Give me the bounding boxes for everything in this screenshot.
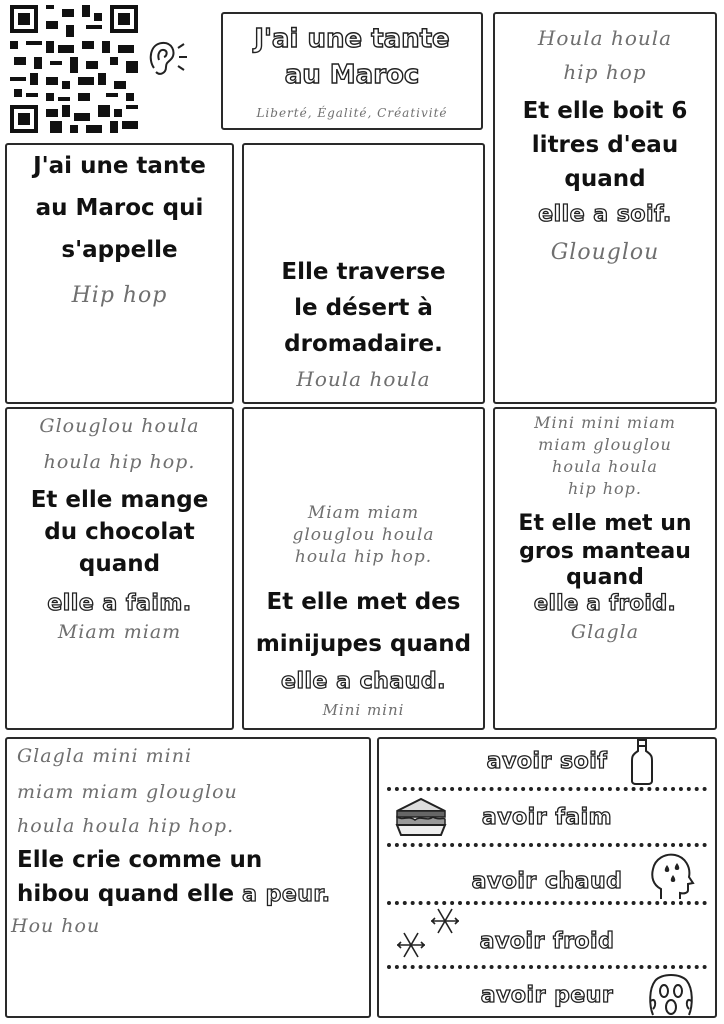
card-peur-script-top-3: houla houla hip hop. — [17, 815, 235, 837]
card-froid-script-top-4: hip hop. — [567, 479, 642, 498]
ear-listen-icon — [146, 38, 190, 82]
card-froid-script-top-3: houla houla — [552, 457, 658, 476]
card-soif-outline: elle a soif. — [538, 202, 672, 227]
card-intro-line-3: s'appelle — [61, 237, 178, 263]
card-intro-line-2: au Maroc qui — [35, 195, 204, 221]
card-faim-outline: elle a faim. — [47, 591, 192, 616]
card-froid-script-top-2: miam glouglou — [538, 435, 672, 454]
card-chaud-outline: elle a chaud. — [281, 669, 446, 694]
card-desert-line-3: dromadaire. — [284, 331, 443, 357]
sandwich-icon — [393, 795, 449, 839]
card-faim-script-top-1: Glouglou houla — [39, 415, 200, 437]
card-desert-line-1: Elle traverse — [281, 259, 446, 285]
card-faim-script-top-2: houla hip hop. — [43, 451, 196, 473]
qr-code-icon — [10, 5, 138, 133]
card-chaud-line-2: minijupes quand — [255, 631, 472, 657]
card-soif-script-top-1: Houla houla — [537, 26, 673, 50]
vocab-item-froid: avoir froid — [479, 929, 615, 954]
card-desert-script: Houla houla — [296, 367, 431, 391]
card-chaud — [242, 407, 485, 730]
card-chaud-script-top-3: houla hip hop. — [294, 547, 433, 567]
title-box — [221, 12, 483, 130]
card-froid-line-2: gros manteau — [519, 539, 691, 564]
snowflake-icon — [393, 905, 463, 963]
card-soif-line-2: litres d'eau — [531, 132, 679, 158]
vocab-box — [377, 737, 717, 1018]
card-intro-line-1: J'ai une tante — [33, 153, 206, 179]
motto: Liberté, Égalité, Créativité — [256, 106, 448, 120]
card-froid — [493, 407, 717, 730]
card-desert-line-2: le désert à — [294, 295, 433, 321]
card-chaud-line-1: Et elle met des — [266, 589, 461, 615]
card-faim-line-2: du chocolat — [44, 519, 195, 545]
vocab-item-soif: avoir soif — [486, 749, 608, 774]
dotted-divider — [387, 965, 707, 969]
card-soif-line-1: Et elle boit 6 — [522, 98, 688, 124]
card-peur-script: Hou hou — [11, 915, 101, 937]
sweating-head-icon — [647, 851, 697, 901]
card-froid-line-1: Et elle met un — [518, 511, 692, 536]
card-chaud-script-top-2: glouglou houla — [292, 525, 435, 545]
card-peur-script-top-2: miam miam glouglou — [17, 781, 238, 803]
card-desert — [242, 143, 485, 404]
card-faim-line-3: quand — [78, 551, 161, 577]
card-peur-outline: a peur. — [242, 882, 331, 907]
card-faim-line-1: Et elle mange — [30, 487, 209, 513]
page-title-line1: J'ai une tante — [254, 24, 450, 54]
card-froid-outline: elle a froid. — [533, 591, 677, 615]
card-faim-script: Miam miam — [57, 621, 182, 643]
card-soif-script: Glouglou — [550, 240, 660, 265]
card-peur-line-1: Elle crie comme un — [17, 847, 263, 873]
vocab-item-chaud: avoir chaud — [471, 869, 623, 894]
card-chaud-script: Mini mini — [322, 701, 405, 719]
card-peur-line-2-bold: hibou quand elle — [17, 881, 235, 907]
water-bottle-icon — [629, 739, 655, 785]
card-soif-line-3: quand — [564, 166, 646, 192]
page-title-line2: au Maroc — [284, 60, 420, 90]
card-soif-script-top-2: hip hop — [563, 60, 647, 84]
card-chaud-script-top-1: Miam miam — [307, 503, 420, 523]
card-soif — [493, 12, 717, 404]
card-intro-script: Hip hop — [71, 283, 168, 308]
card-peur-script-top-1: Glagla mini mini — [17, 745, 193, 767]
card-faim — [5, 407, 234, 730]
scared-face-icon — [647, 971, 695, 1017]
card-peur-line-2 — [17, 881, 331, 907]
vocab-item-faim: avoir faim — [481, 805, 613, 830]
dotted-divider — [387, 843, 707, 847]
card-froid-script: Glagla — [570, 621, 640, 643]
dotted-divider — [387, 787, 707, 791]
card-peur — [5, 737, 371, 1018]
card-froid-script-top-1: Mini mini miam — [534, 413, 676, 432]
card-froid-line-3: quand — [566, 565, 644, 590]
card-intro — [5, 143, 234, 404]
vocab-item-peur: avoir peur — [480, 983, 614, 1008]
